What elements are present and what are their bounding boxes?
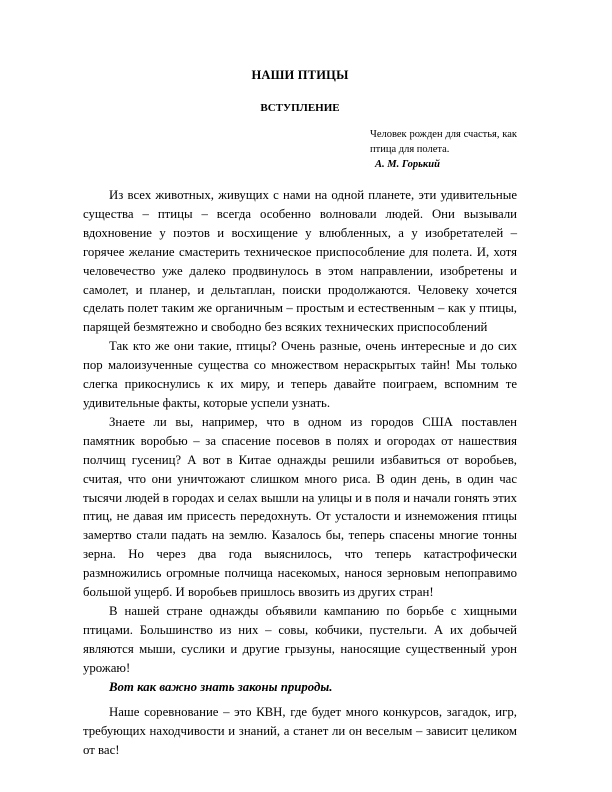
epigraph-quote: Человек рожден для счастья, как птица для полета. bbox=[370, 129, 517, 155]
paragraph-2: Так кто же они такие, птицы? Очень разные, очень интересные и до сих пор малоизученные существа со множеством нераскрытых тайн! Мы только слегка прикоснулись к их миру, и теперь давайте поиграем, вспомним те удивительные факты, которые успели узнать. bbox=[83, 339, 517, 410]
page-title: НАШИ ПТИЦЫ bbox=[251, 68, 349, 82]
paragraph-1: Из всех животных, живущих с нами на одной планете, эти удивительные существа – птицы – всегда особенно волновали людей. Они вызывали вдохновение у поэтов и восхищение у влюбленных, а у изобретателей – горячее желание смастерить техническое приспособление для полета. И, хотя человечество уже далеко продвинулось в этом направлении, изобретены и самолет, и планер, и дельтаплан, поиски продолжаются. Человеку хочется сделать полет таким же органичным – простым и естественным – как у птицы, парящей безмятежно и свободно без всяких технических приспособлений bbox=[83, 188, 517, 335]
epigraph-author: А. М. Горький bbox=[375, 159, 440, 170]
epigraph bbox=[370, 127, 517, 172]
paragraph-4: В нашей стране однажды объявили кампанию по борьбе с хищными птицами. Большинство из них – совы, кобчики, пустельги. А их добычей являются мыши, суслики и другие грызуны, наносящие существенный урон урожаю! bbox=[83, 603, 517, 675]
body-text bbox=[83, 186, 517, 760]
paragraph-3: Знаете ли вы, например, что в одном из городов США поставлен памятник воробью – за спасение посевов в полях и огородах от нашествия полчищ гусениц? А вот в Китае однажды решили избавиться от воробьев, считая, что они уничтожают слишком много риса. В один день, в один час тысячи людей в городах и селах вышли на улицы и в поля и начали гонять этих птиц, не давая им присесть передохнуть. От усталости и изнеможения птицы замертво стали падать на землю. Казалось бы, теперь спасены многие тонны зерна. Но через два года выяснилось, что теперь катастрофически размножились огромные полчища насекомых, нанося зерновым непоправимо большой ущерб. И воробьев пришлось ввозить из других стран! bbox=[83, 414, 517, 600]
closing-paragraph: Наше соревнование – это КВН, где будет много конкурсов, загадок, игр, требующих находчивости и знаний, а станет ли он веселым – зависит целиком от вас! bbox=[83, 705, 517, 758]
emphasis-line: Вот как важно знать законы природы. bbox=[109, 679, 333, 694]
section-subtitle: ВСТУПЛЕНИЕ bbox=[260, 102, 340, 114]
